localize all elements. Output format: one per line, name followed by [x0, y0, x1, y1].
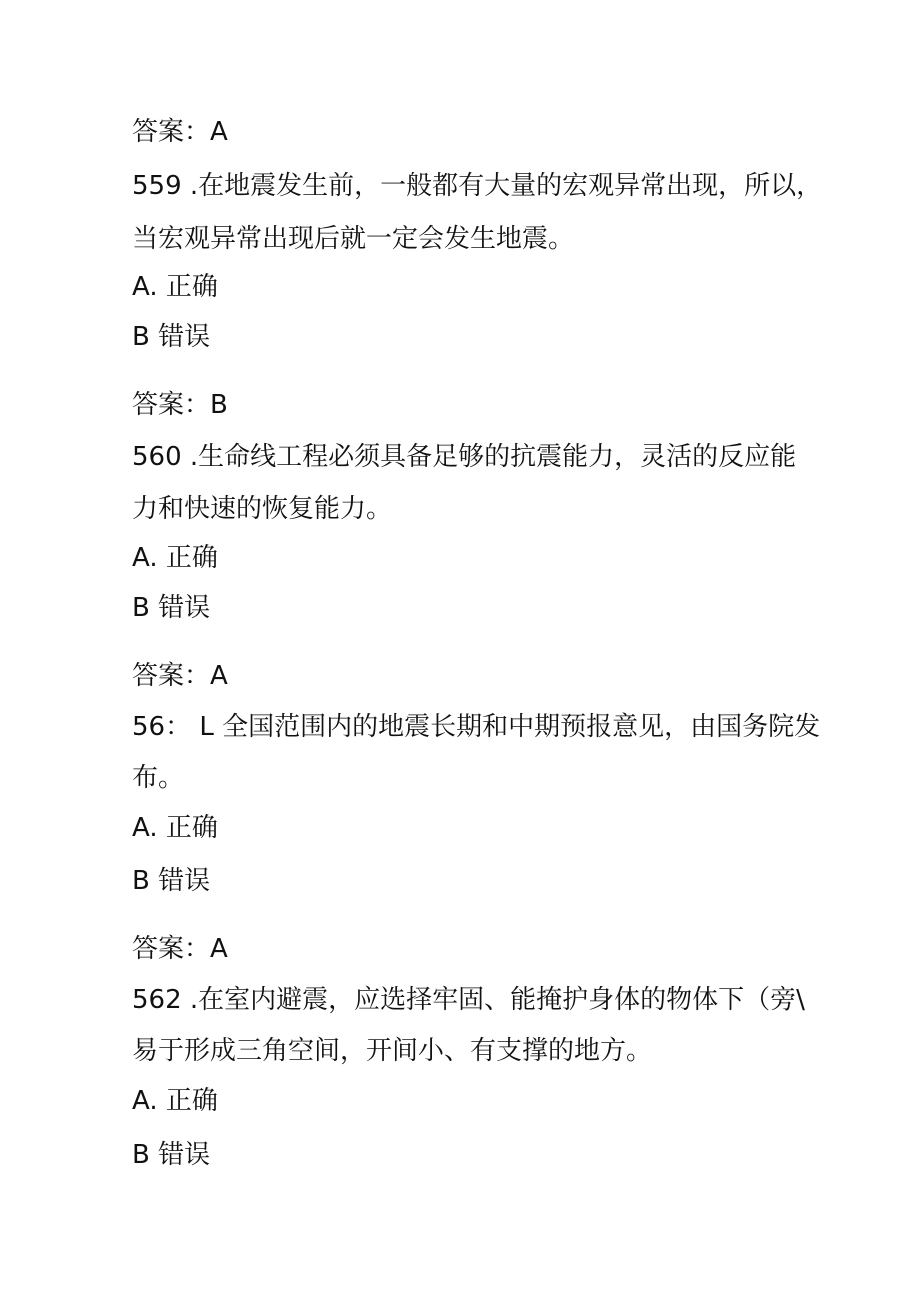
question-561-text-cont: 布。 [132, 763, 185, 793]
question-562-text: 562 .在室内避震，应选择牢固、能掩护身体的物体下（旁\ [132, 985, 805, 1015]
answer-line: 答案：A [132, 934, 228, 964]
option-b: B 错误 [132, 866, 211, 896]
answer-line: 答案：B [132, 390, 228, 420]
option-a: A. 正确 [132, 272, 218, 302]
question-559-text: 559 .在地震发生前，一般都有大量的宏观异常出现，所以， [132, 171, 823, 201]
question-562-text-cont: 易于形成三角空间，开间小、有支撑的地方。 [132, 1036, 653, 1066]
answer-line: 答案：A [132, 117, 228, 147]
question-560-text-cont: 力和快速的恢复能力。 [132, 494, 393, 524]
option-a: A. 正确 [132, 813, 218, 843]
question-559-text-cont: 当宏观异常出现后就一定会发生地震。 [132, 224, 575, 254]
option-b: B 错误 [132, 1140, 211, 1170]
question-560-text: 560 .生命线工程必须具备足够的抗震能力，灵活的反应能 [132, 442, 797, 472]
option-a: A. 正确 [132, 543, 218, 573]
option-a: A. 正确 [132, 1086, 218, 1116]
option-b: B 错误 [132, 322, 211, 352]
question-561-text: 56： L 全国范围内的地震长期和中期预报意见，由国务院发 [132, 712, 821, 742]
option-b: B 错误 [132, 593, 211, 623]
answer-line: 答案：A [132, 661, 228, 691]
